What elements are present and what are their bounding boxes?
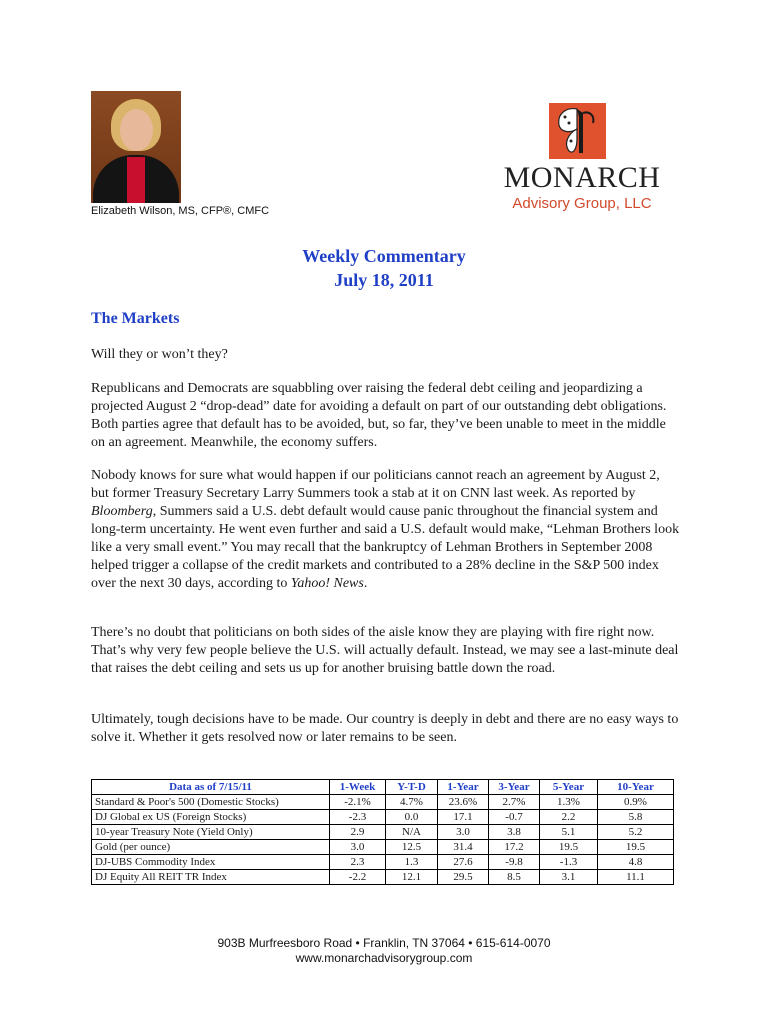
table-row <box>92 810 674 825</box>
paragraph-3-text: Nobody knows for sure what would happen if our politicians cannot reach an agreement by August 2, but former Treasury Secretary Larry Summers took a stab at it on CNN last week. As reported by <box>91 468 660 501</box>
logo-wordmark: MONARCH <box>503 161 661 194</box>
paragraph-3-end: . <box>363 576 368 591</box>
section-heading: The Markets <box>91 310 180 327</box>
table-cell: 2.9 <box>330 825 386 840</box>
table-header: 3-Year <box>489 780 540 795</box>
table-cell: -9.8 <box>489 855 540 870</box>
table-cell: 2.3 <box>330 855 386 870</box>
table-cell: 17.1 <box>438 810 489 825</box>
table-cell: 5.1 <box>540 825 598 840</box>
table-cell: 12.1 <box>386 870 438 885</box>
table-cell: -2.3 <box>330 810 386 825</box>
advisor-photo <box>91 91 181 203</box>
paragraph-1: Will they or won’t they? <box>91 347 228 362</box>
table-cell: -0.7 <box>489 810 540 825</box>
table-cell: 3.0 <box>438 825 489 840</box>
table-row <box>92 840 674 855</box>
table-cell: 19.5 <box>598 840 674 855</box>
table-cell: 3.1 <box>540 870 598 885</box>
table-header: 1-Week <box>330 780 386 795</box>
table-cell: 5.8 <box>598 810 674 825</box>
table-cell: 5.2 <box>598 825 674 840</box>
table-cell: 2.7% <box>489 795 540 810</box>
table-cell: 3.8 <box>489 825 540 840</box>
footer-address: 903B Murfreesboro Road • Franklin, TN 37064 • 615-614-0070 <box>217 936 551 950</box>
table-cell: DJ-UBS Commodity Index <box>92 855 330 870</box>
table-cell: 12.5 <box>386 840 438 855</box>
table-header: 5-Year <box>540 780 598 795</box>
logo-subtitle: Advisory Group, LLC <box>512 195 652 212</box>
source-yahoo-news: Yahoo! News <box>290 576 364 591</box>
table-cell: 1.3 <box>386 855 438 870</box>
table-cell: 0.0 <box>386 810 438 825</box>
footer-website: www.monarchadvisorygroup.com <box>295 951 473 965</box>
paragraph-3-text: , Summers said a U.S. debt default would cause panic throughout the financial system and long-term uncertainty. He went even further and said a U.S. default would make, “Lehman Brothers look like a very small event.” You may recall that the bankruptcy of Lehman Brothers in September 2008 helped trigger a collapse of the credit markets and contributed to a 28% decline in the S&P 500 index over the next 30 days, according to <box>91 504 680 591</box>
market-data-table <box>91 779 674 885</box>
table-cell: 8.5 <box>489 870 540 885</box>
table-header-row <box>92 780 674 795</box>
butterfly-logo-icon <box>549 103 606 159</box>
table-cell: DJ Global ex US (Foreign Stocks) <box>92 810 330 825</box>
table-cell: 11.1 <box>598 870 674 885</box>
table-cell: 27.6 <box>438 855 489 870</box>
paragraph-2: Republicans and Democrats are squabbling over raising the federal debt ceiling and jeopardizing a projected August 2 “drop-dead” date for avoiding a default on part of our outstanding debt obligations. Both parties agree that default has to be avoided, but, so far, they’ve been unable to meet in the middle on an agreement. Meanwhile, the economy suffers. <box>91 381 667 450</box>
table-cell: 3.0 <box>330 840 386 855</box>
table-cell: 1.3% <box>540 795 598 810</box>
table-cell: Standard & Poor's 500 (Domestic Stocks) <box>92 795 330 810</box>
table-cell: Gold (per ounce) <box>92 840 330 855</box>
paragraph-3 <box>91 467 681 593</box>
table-cell: DJ Equity All REIT TR Index <box>92 870 330 885</box>
paragraph-4: There’s no doubt that politicians on both sides of the aisle know they are playing with fire right now. That’s why very few people believe the U.S. will actually default. Instead, we may see a last-minute deal that raises the debt ceiling and sets us up for another bruising battle down the road. <box>91 625 679 676</box>
photo-caption: Elizabeth Wilson, MS, CFP®, CMFC <box>91 205 270 217</box>
document-date: July 18, 2011 <box>334 270 434 290</box>
table-cell: N/A <box>386 825 438 840</box>
table-header: Data as of 7/15/11 <box>92 780 330 795</box>
table-cell: 10-year Treasury Note (Yield Only) <box>92 825 330 840</box>
table-cell: 29.5 <box>438 870 489 885</box>
table-cell: 19.5 <box>540 840 598 855</box>
source-bloomberg: Bloomberg <box>91 504 153 519</box>
table-row <box>92 825 674 840</box>
table-row <box>92 855 674 870</box>
table-header: 1-Year <box>438 780 489 795</box>
table-cell: 17.2 <box>489 840 540 855</box>
table-header: 10-Year <box>598 780 674 795</box>
table-cell: -2.1% <box>330 795 386 810</box>
table-cell: -1.3 <box>540 855 598 870</box>
table-cell: -2.2 <box>330 870 386 885</box>
document-title: Weekly Commentary <box>302 246 466 266</box>
paragraph-5: Ultimately, tough decisions have to be made. Our country is deeply in debt and there are no easy ways to solve it. Whether it gets resolved now or later remains to be seen. <box>91 712 679 745</box>
table-cell: 23.6% <box>438 795 489 810</box>
table-header: Y-T-D <box>386 780 438 795</box>
table-row <box>92 870 674 885</box>
table-cell: 4.8 <box>598 855 674 870</box>
table-cell: 31.4 <box>438 840 489 855</box>
table-row <box>92 795 674 810</box>
table-cell: 4.7% <box>386 795 438 810</box>
table-cell: 0.9% <box>598 795 674 810</box>
table-cell: 2.2 <box>540 810 598 825</box>
